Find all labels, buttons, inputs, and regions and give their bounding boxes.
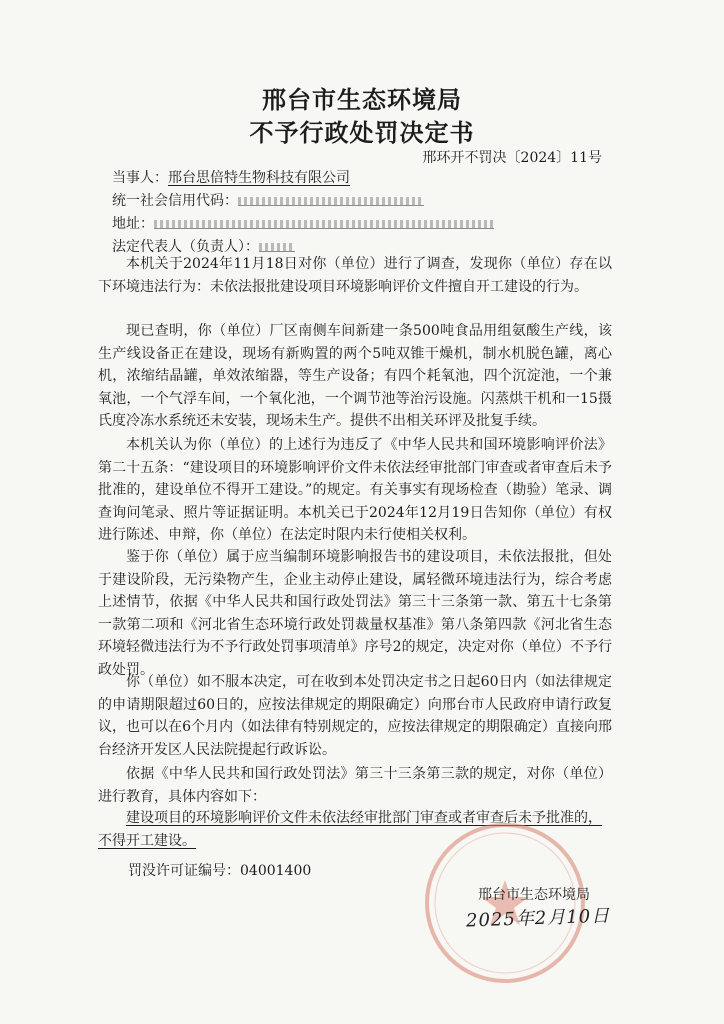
party-name-label: 当事人：: [112, 170, 168, 186]
redacted-address: [154, 220, 494, 229]
paragraph-violation: 本机关认为你（单位）的上述行为违反了《中华人民共和国环境影响评价法》第二十五条：“建设项目的环境影响评价文件未依法经审批部门审查或者审查后未予批准的，建设单位不得开工建设。”的规定。有关事实有现场检查（勘验）笔录、调查询问笔录、照片等证据证明。本机关已于2024年12月19日告知你（单位）有权进行陈述、申辩，你（单位）在法定时限内未行使相关权利。: [98, 437, 612, 544]
party-name-row: [112, 167, 350, 187]
permit-number: 罚没许可证编号：04001400: [128, 863, 312, 879]
address-label: 地址：: [112, 216, 154, 232]
address-row: [112, 213, 494, 233]
party-name-value: 邢台思倍特生物科技有限公司: [168, 170, 350, 186]
redacted-credit-code: [238, 197, 424, 206]
issuer-title: 邢台市生态环境局: [262, 86, 462, 114]
paragraph-findings: 现已查明，你（单位）厂区南侧车间新建一条500吨食品用组氨酸生产线，该生产线设备正在建设，现场有新购置的两个5吨双锥干燥机，制水机脱色罐，离心机，浓缩结晶罐，单效浓缩器，等生产设备；有四个耗氧池，四个沉淀池，一个兼氧池，一个气浮车间，一个氧化池，一个调节池等治污设施。闪蒸烘干机和一15摄氏度冷冻水系统还未安装，现场未生产。提供不出相关环评及批复手续。: [98, 323, 612, 430]
document-number: 邢环开不罚决〔2024〕11号: [422, 150, 602, 166]
paragraph-education: 依据《中华人民共和国行政处罚法》第三十三条第三款的规定，对你（单位）进行教育，具体内容如下：: [98, 766, 612, 805]
legal-rep-label: 法定代表人（负责人）：: [112, 239, 259, 255]
education-notice: 建设项目的环境影响评价文件未依法经审批部门审查或者审查后未予批准的，不得开工建设。: [98, 810, 602, 849]
paragraph-decision: 鉴于你（单位）属于应当编制环境影响报告书的建设项目，未依法报批，但处于建设阶段，无污染物产生，企业主动停止建设，属轻微环境违法行为，综合考虑上述情节，依据《中华人民共和国行政处罚法》第三十三条第一款、第五十七条第一款第二项和《河北省生态环境行政处罚裁量权基准》第八条第四款《河北省生态环境轻微违法行为不予行政处罚事项清单》序号2的规定，决定对你（单位）不予行政处罚。: [98, 549, 612, 678]
paragraph-appeal: 你（单位）如不服本决定，可在收到本处罚决定书之日起60日内（如法律规定的申请期限超过60日的，应按法律规定的期限确定）向邢台市人民政府申请行政复议，也可以在6个月内（如法律有特别规定的，应按法律规定的期限确定）直接向邢台经济开发区人民法院提起行政诉讼。: [98, 674, 612, 758]
signature-date: 2025年2月10日: [465, 905, 611, 932]
paragraph-investigation: 本机关于2024年11月18日对你（单位）进行了调查，发现你（单位）存在以下环境违法行为：未依法报批建设项目环境影响评价文件擅自开工建设的行为。: [98, 256, 612, 295]
signing-authority: 邢台市生态环境局: [478, 887, 590, 903]
credit-code-label: 统一社会信用代码：: [112, 193, 238, 209]
credit-code-row: [112, 190, 424, 210]
redacted-legal-rep: [259, 243, 295, 252]
document-title: 不予行政处罚决定书: [249, 119, 475, 147]
